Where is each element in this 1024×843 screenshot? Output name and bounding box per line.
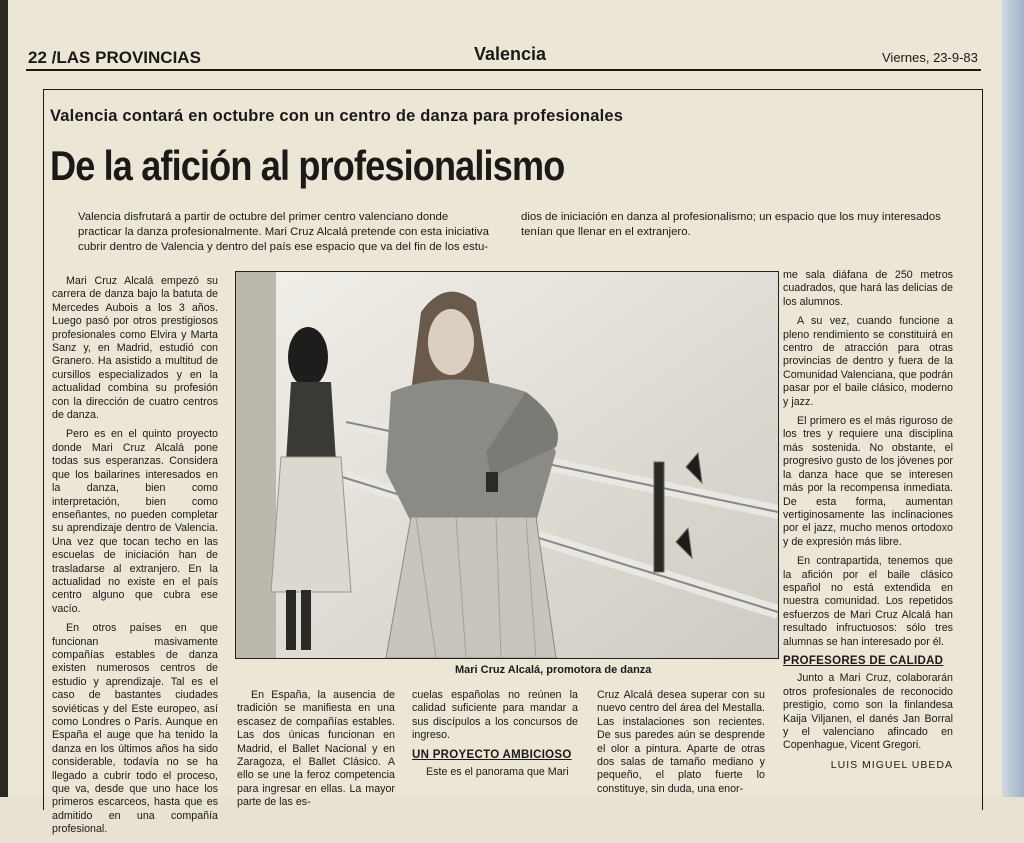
column-bottom-3 (597, 689, 765, 802)
photo-caption: Mari Cruz Alcalá, promotora de danza (455, 664, 652, 676)
paragraph: Este es el panorama que Mari (426, 766, 569, 779)
paragraph: me sala diáfana de 250 metros cuadrados, que hará las delicias de los alumnos. (783, 269, 953, 308)
byline: LUIS MIGUEL UBEDA (830, 758, 953, 771)
section-name: Valencia (474, 44, 547, 64)
page-number: 22 (28, 48, 47, 67)
scan-edge-right (1002, 0, 1024, 797)
paragraph: cuelas españolas no reúnen la calidad suficiente para mandar a sus discípulos a los concursos de ingreso. (412, 689, 578, 742)
header-rule (26, 69, 981, 71)
paragraph: Mari Cruz Alcalá empezó su carrera de danza bajo la batuta de Mercedes Aubois a los 3 años. Luego pasó por otros prestigiosos profesionales como Elvira y Marta Sanz y, en Madrid, estudió con Granero. Ha asistido a multitud de cursillos especializados y en la actualidad combina su profesión con la dirección de cuatro centros de danza. (52, 275, 218, 422)
paragraph: El primero es el más riguroso de los tres y requiere una disciplina más sostenida. No obstante, el progresivo gusto de los jóvenes por la danza hace que se interesen más por la recompensa inmediata. De esta forma, aumentan vertiginosamente las inclinaciones por el jazz, mucho menos ortodoxo y de expresión más libre. (783, 415, 953, 548)
date: Viernes, 23-9-83 (882, 50, 978, 65)
paragraph: En otros países en que funcionan masivamente compañías estables de danza existen numerosos centros de estudio y aprendizaje. Tal es el caso de bastantes ciudades soviéticas y del Este europeo, así como Londres o París. Aunque en España el auge que ha tenido la danza en los últimos años ha sido considerable, todavía no se ha llegado a cubrir todo el proceso, que va, desde que uno hace los primeros escarceos, hasta que es admitido en una compañía profesional. (52, 622, 218, 836)
paragraph: Pero es en el quinto proyecto donde Mari Cruz Alcalá pone todas sus esperanzas. Considera que los bailarines interesados en la danza, bien como interpretación, bien como enseñantes, no pueden completar su aprendizaje dentro de Valencia. Una vez que tocan techo en las escuelas de iniciación han de trasladarse al extranjero. En la actualidad no existe en el país centro alguno que cubra ese vacío. (52, 428, 218, 615)
photo-illustration (236, 272, 778, 658)
newspaper-name: LAS PROVINCIAS (56, 48, 201, 67)
subheading-profesores: PROFESORES DE CALIDAD (783, 654, 944, 667)
lead-paragraph-left: Valencia disfrutará a partir de octubre del primer centro valenciano donde practicar la danza profesionalmente. Mari Cruz Alcalá pretende con esta iniciativa cubrir dentro de Valencia y dentro del país ese espacio que va del fin de los estu- (78, 211, 489, 254)
column-right (783, 269, 953, 772)
column-left (52, 275, 218, 843)
article-kicker: Valencia contará en octubre con un centro de danza para profesionales (50, 107, 624, 125)
page-header-left: 22 /LAS PROVINCIAS (28, 48, 201, 67)
column-bottom-2 (412, 689, 578, 785)
article-photo (235, 271, 779, 659)
paragraph: A su vez, cuando funcione a pleno rendimiento se constituirá en centro de atracción para otras provincias de dentro y fuera de la Comunidad Valenciana, que podrán pasar por el baile clásico, moderno y jazz. (783, 315, 953, 408)
scan-edge-left (0, 0, 8, 797)
paragraph: En contrapartida, tenemos que la afición por el baile clásico español no está extendida en nuestra comunidad. Los repetidos esfuerzos de Mari Cruz Alcalá han resultado infructuosos: sólo tres alumnas se han interesado por él. (783, 555, 953, 648)
paragraph: En España, la ausencia de tradición se manifiesta en una escasez de compañías estables. Las dos únicas funcionan en Madrid, el Ballet Nacional y en Zaragoza, el Ballet Clásico. A ello se une la feroz competencia para ingresar en ellas. La mayor parte de las es- (237, 689, 395, 809)
article-headline: De la afición al profesionalismo (50, 142, 565, 189)
subheading-proyecto: UN PROYECTO AMBICIOSO (412, 748, 572, 761)
paragraph: Cruz Alcalá desea superar con su nuevo centro del área del Mestalla. Las instalaciones son recientes. De sus paredes aún se desprende el olor a pintura. Aparte de otras dos salas de tamaño mediano y pequeño, el plato fuerte lo constituye, sin duda, una enor- (597, 689, 765, 795)
lead-paragraph-right: dios de iniciación en danza al profesionalismo; un espacio que los muy interesados tenían que llenar en el extranjero. (521, 211, 941, 239)
paragraph: Junto a Mari Cruz, colaborarán otros profesionales de reconocido prestigio, como son la finlandesa Kaija Viljanen, el danés Jan Borral y el valenciano afincado en Copenhague, Vicent Gregori. (783, 672, 953, 752)
